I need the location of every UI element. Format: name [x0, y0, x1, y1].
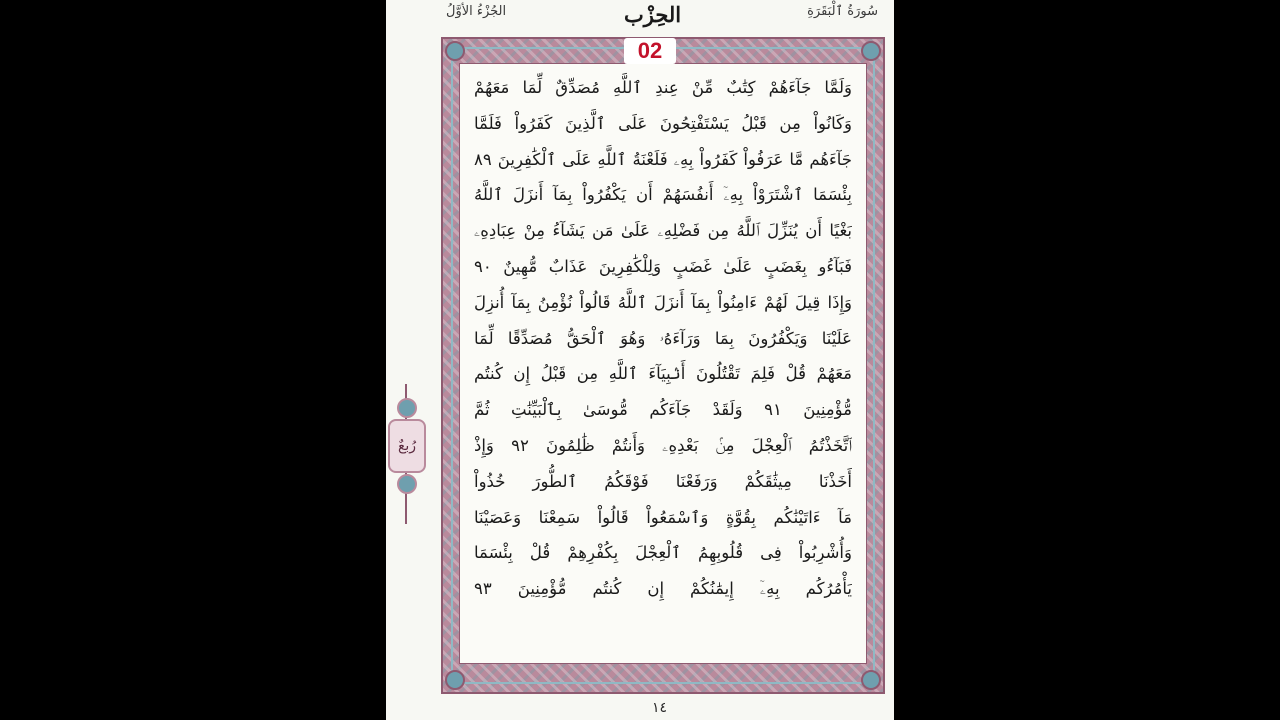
verse-lines [474, 70, 852, 607]
page-number: ١٤ [652, 700, 668, 716]
rosette-icon [397, 398, 417, 418]
verse-line: ٱتَّخَذْتُمُ ٱلْعِجْلَ مِنۢ بَعْدِهِۦ وَأَنتُمْ ظَٰلِمُونَ ٩٢ وَإِذْ [474, 435, 852, 455]
corner-ornament [861, 670, 881, 690]
quarter-marker [386, 384, 432, 524]
verse-line: وَإِذَا قِيلَ لَهُمْ ءَامِنُواْ بِمَآ أَنزَلَ ٱللَّهُ قَالُواْ نُؤْمِنُ بِمَآ أُنزِلَ [474, 292, 852, 312]
ornamental-frame [441, 37, 885, 694]
corner-ornament [445, 670, 465, 690]
verse-line: مَآ ءَاتَيْنَٰكُم بِقُوَّةٍ وَٱسْمَعُواْ قَالُواْ سَمِعْنَا وَعَصَيْنَا [474, 507, 852, 527]
corner-ornament [861, 41, 881, 61]
verse-line: عَلَيْنَا وَيَكْفُرُونَ بِمَا وَرَآءَهُۥ وَهُوَ ٱلْحَقُّ مُصَدِّقًا لِّمَا [474, 328, 852, 348]
surah-name: سُورَةُ ٱلْبَقَرَةِ [807, 4, 878, 19]
verse-line: بَغْيًا أَن يُنَزِّلَ ٱللَّهُ مِن فَضْلِهِۦ عَلَىٰ مَن يَشَآءُ مِنْ عِبَادِهِۦ [474, 221, 852, 241]
hizb-number: 02 [624, 38, 676, 64]
mushaf-page [386, 0, 894, 720]
verse-line: مَعَهُمْ قُلْ فَلِمَ تَقْتُلُونَ أَنۢبِيَآءَ ٱللَّهِ مِن قَبْلُ إِن كُنتُم [474, 364, 852, 384]
verse-line: فَبَآءُو بِغَضَبٍ عَلَىٰ غَضَبٍ وَلِلْكَٰفِرِينَ عَذَابٌ مُّهِينٌ ٩٠ [474, 256, 852, 276]
verse-line: وَكَانُواْ مِن قَبْلُ يَسْتَفْتِحُونَ عَلَى ٱلَّذِينَ كَفَرُواْ فَلَمَّا [474, 113, 852, 133]
verse-line: أَخَذْنَا مِيثَٰقَكُمْ وَرَفَعْنَا فَوْقَكُمُ ٱلطُّورَ خُذُواْ [474, 471, 852, 491]
hizb-label: الحِزْب [624, 2, 682, 27]
verse-line: مُّؤْمِنِينَ ٩١ وَلَقَدْ جَآءَكُم مُّوسَىٰ بِٱلْبَيِّنَٰتِ ثُمَّ [474, 400, 852, 420]
verse-line: وَلَمَّا جَآءَهُمْ كِتَٰبٌ مِّنْ عِندِ ٱللَّهِ مُصَدِّقٌ لِّمَا مَعَهُمْ [474, 78, 852, 97]
verse-line: جَآءَهُم مَّا عَرَفُواْ كَفَرُواْ بِهِۦ فَلَعْنَةُ ٱللَّهِ عَلَى ٱلْكَٰفِرِينَ ٨٩ [474, 149, 852, 169]
quarter-label: رُبعٌ [388, 419, 426, 473]
verse-line: بِئْسَمَا ٱشْتَرَوْاْ بِهِۦٓ أَنفُسَهُمْ أَن يَكْفُرُواْ بِمَآ أَنزَلَ ٱللَّهُ [474, 185, 852, 205]
verse-text-area [459, 63, 867, 664]
rosette-icon [397, 474, 417, 494]
verse-line: يَأْمُرُكُم بِهِۦٓ إِيمَٰنُكُمْ إِن كُنتُم مُّؤْمِنِينَ ٩٣ [474, 579, 852, 599]
corner-ornament [445, 41, 465, 61]
juz-name: الجُزْءُ الأوَّلُ [446, 4, 507, 19]
verse-line: وَأُشْرِبُواْ فِى قُلُوبِهِمُ ٱلْعِجْلَ بِكُفْرِهِمْ قُلْ بِئْسَمَا [474, 543, 852, 563]
